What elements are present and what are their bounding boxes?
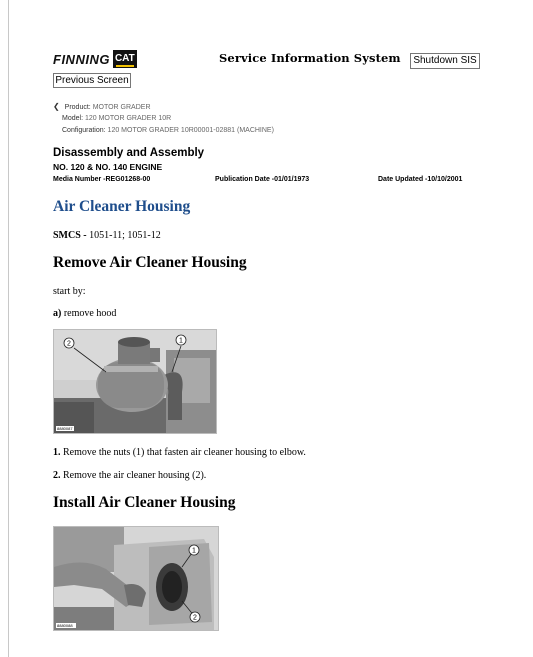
page-edge-line xyxy=(8,0,9,657)
callout-1: 1 xyxy=(192,547,196,555)
callout-2: 2 xyxy=(193,614,197,622)
install-figure-photo xyxy=(54,527,218,630)
configuration-value: 120 MOTOR GRADER 10R00001-02881 (MACHINE) xyxy=(107,127,274,134)
previous-screen-button[interactable]: Previous Screen xyxy=(53,73,131,88)
callout-1: 1 xyxy=(179,337,183,345)
engine-heading: NO. 120 & NO. 140 ENGINE xyxy=(53,162,163,172)
product-label: Product: xyxy=(64,104,91,111)
page-title: Air Cleaner Housing xyxy=(53,198,191,215)
media-number: Media Number -REG01268-00 xyxy=(53,176,151,183)
step-a-text: remove hood xyxy=(61,308,117,319)
date-updated: Date Updated -10/10/2001 xyxy=(378,176,463,183)
step-1 xyxy=(53,447,306,458)
chevron-left-icon[interactable]: ❮ xyxy=(53,102,60,111)
callout-2: 2 xyxy=(67,340,71,348)
model-label: Model: xyxy=(62,115,84,122)
step-1-text: Remove the nuts (1) that fasten air cleaner housing to elbow. xyxy=(60,447,306,458)
step-1-label: 1. xyxy=(53,447,61,458)
install-figure xyxy=(53,526,219,631)
smcs-label: SMCS - xyxy=(53,230,87,241)
model-value: 120 MOTOR GRADER 10R xyxy=(84,115,172,122)
logo-word: FINNING xyxy=(53,51,110,67)
system-title: Service Information System xyxy=(219,51,401,65)
step-2 xyxy=(53,470,206,481)
product-value: MOTOR GRADER xyxy=(92,104,151,111)
remove-figure xyxy=(53,329,217,434)
step-2-label: 2. xyxy=(53,470,61,481)
model-row xyxy=(62,115,171,122)
finning-cat-logo xyxy=(53,49,137,69)
step-2-text: Remove the air cleaner housing (2). xyxy=(60,470,207,481)
smcs-value: 1051-11; 1051-12 xyxy=(86,230,161,241)
configuration-row xyxy=(62,127,274,134)
figure-code: 8880088 xyxy=(57,623,73,628)
remove-heading: Remove Air Cleaner Housing xyxy=(53,254,247,271)
configuration-label: Configuration: xyxy=(62,127,106,134)
cat-badge: CAT xyxy=(113,50,137,68)
step-a xyxy=(53,308,116,319)
install-heading: Install Air Cleaner Housing xyxy=(53,494,236,511)
figure-code: 8880087 xyxy=(57,426,73,431)
section-heading: Disassembly and Assembly xyxy=(53,147,205,159)
step-a-label: a) xyxy=(53,308,62,319)
smcs-codes xyxy=(53,230,161,241)
product-row xyxy=(53,102,151,111)
remove-figure-photo xyxy=(54,330,216,433)
publication-date: Publication Date -01/01/1973 xyxy=(215,176,310,183)
shutdown-sis-button[interactable]: Shutdown SIS xyxy=(410,53,480,69)
start-by-text: start by: xyxy=(53,286,86,297)
